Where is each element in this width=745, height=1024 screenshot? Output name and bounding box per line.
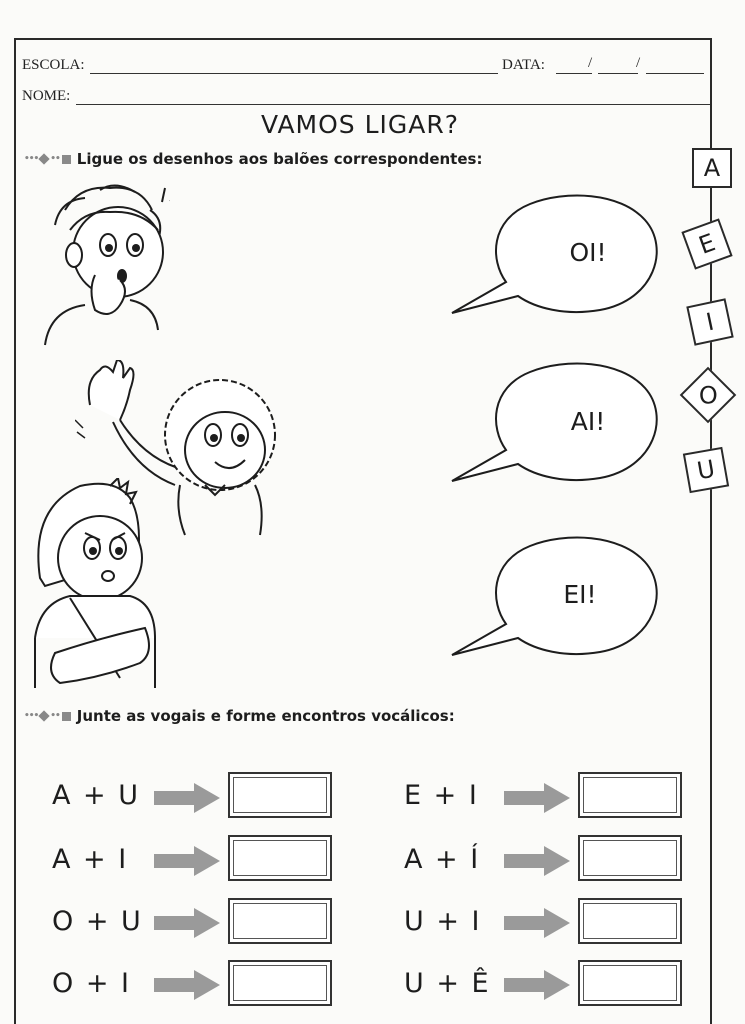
name-field-line[interactable] bbox=[76, 104, 710, 105]
combo-label: A + I bbox=[52, 844, 129, 875]
answer-box[interactable] bbox=[578, 960, 682, 1006]
bullet-icon: ••• •• bbox=[24, 711, 71, 721]
balloon-3-text: EI! bbox=[563, 580, 597, 609]
date-separator-1: / bbox=[588, 55, 593, 71]
answer-box[interactable] bbox=[578, 835, 682, 881]
balloon-2-text: AI! bbox=[570, 407, 606, 436]
bullet-icon: ••• •• bbox=[24, 154, 71, 164]
answer-box[interactable] bbox=[228, 835, 332, 881]
date-separator-2: / bbox=[636, 55, 641, 71]
date-year-line[interactable] bbox=[646, 73, 704, 74]
combo-label: A + U bbox=[52, 780, 141, 811]
arrow-right-icon bbox=[502, 844, 572, 878]
date-month-line[interactable] bbox=[598, 73, 638, 74]
surprised-boy-drawing[interactable] bbox=[40, 180, 170, 350]
instruction-2-text: Junte as vogais e forme encontros vocálicos: bbox=[76, 707, 455, 725]
vowel-card-a: A bbox=[692, 148, 732, 188]
arrow-right-icon bbox=[152, 844, 222, 878]
page-title: VAMOS LIGAR? bbox=[260, 110, 460, 139]
combo-label: U + I bbox=[404, 906, 482, 937]
answer-box[interactable] bbox=[578, 898, 682, 944]
date-label: DATA: bbox=[502, 57, 545, 73]
combo-label: U + Ê bbox=[404, 968, 491, 999]
sad-boy-with-sling-drawing[interactable] bbox=[30, 478, 160, 693]
instruction-1-text: Ligue os desenhos aos balões correspondentes: bbox=[76, 150, 483, 168]
combo-label: A + Í bbox=[404, 844, 481, 875]
instruction-1 bbox=[24, 150, 482, 168]
date-day-line[interactable] bbox=[556, 73, 592, 74]
arrow-right-icon bbox=[152, 906, 222, 940]
arrow-right-icon bbox=[152, 781, 222, 815]
name-label: NOME: bbox=[22, 88, 71, 104]
instruction-2 bbox=[24, 707, 455, 725]
arrow-right-icon bbox=[152, 968, 222, 1002]
vowel-card-i: I bbox=[686, 298, 733, 345]
answer-box[interactable] bbox=[228, 772, 332, 818]
balloon-1-text: OI! bbox=[569, 238, 607, 267]
school-field-line[interactable] bbox=[90, 73, 498, 74]
combo-label: O + U bbox=[52, 906, 143, 937]
answer-box[interactable] bbox=[578, 772, 682, 818]
vowel-card-u: U bbox=[683, 447, 729, 493]
vowel-card-e: E bbox=[681, 218, 732, 269]
answer-box[interactable] bbox=[228, 898, 332, 944]
school-label: ESCOLA: bbox=[22, 57, 85, 73]
combo-label: E + I bbox=[404, 780, 479, 811]
answer-box[interactable] bbox=[228, 960, 332, 1006]
vowel-card-o: O bbox=[680, 367, 737, 424]
combo-label: O + I bbox=[52, 968, 132, 999]
arrow-right-icon bbox=[502, 968, 572, 1002]
arrow-right-icon bbox=[502, 906, 572, 940]
arrow-right-icon bbox=[502, 781, 572, 815]
